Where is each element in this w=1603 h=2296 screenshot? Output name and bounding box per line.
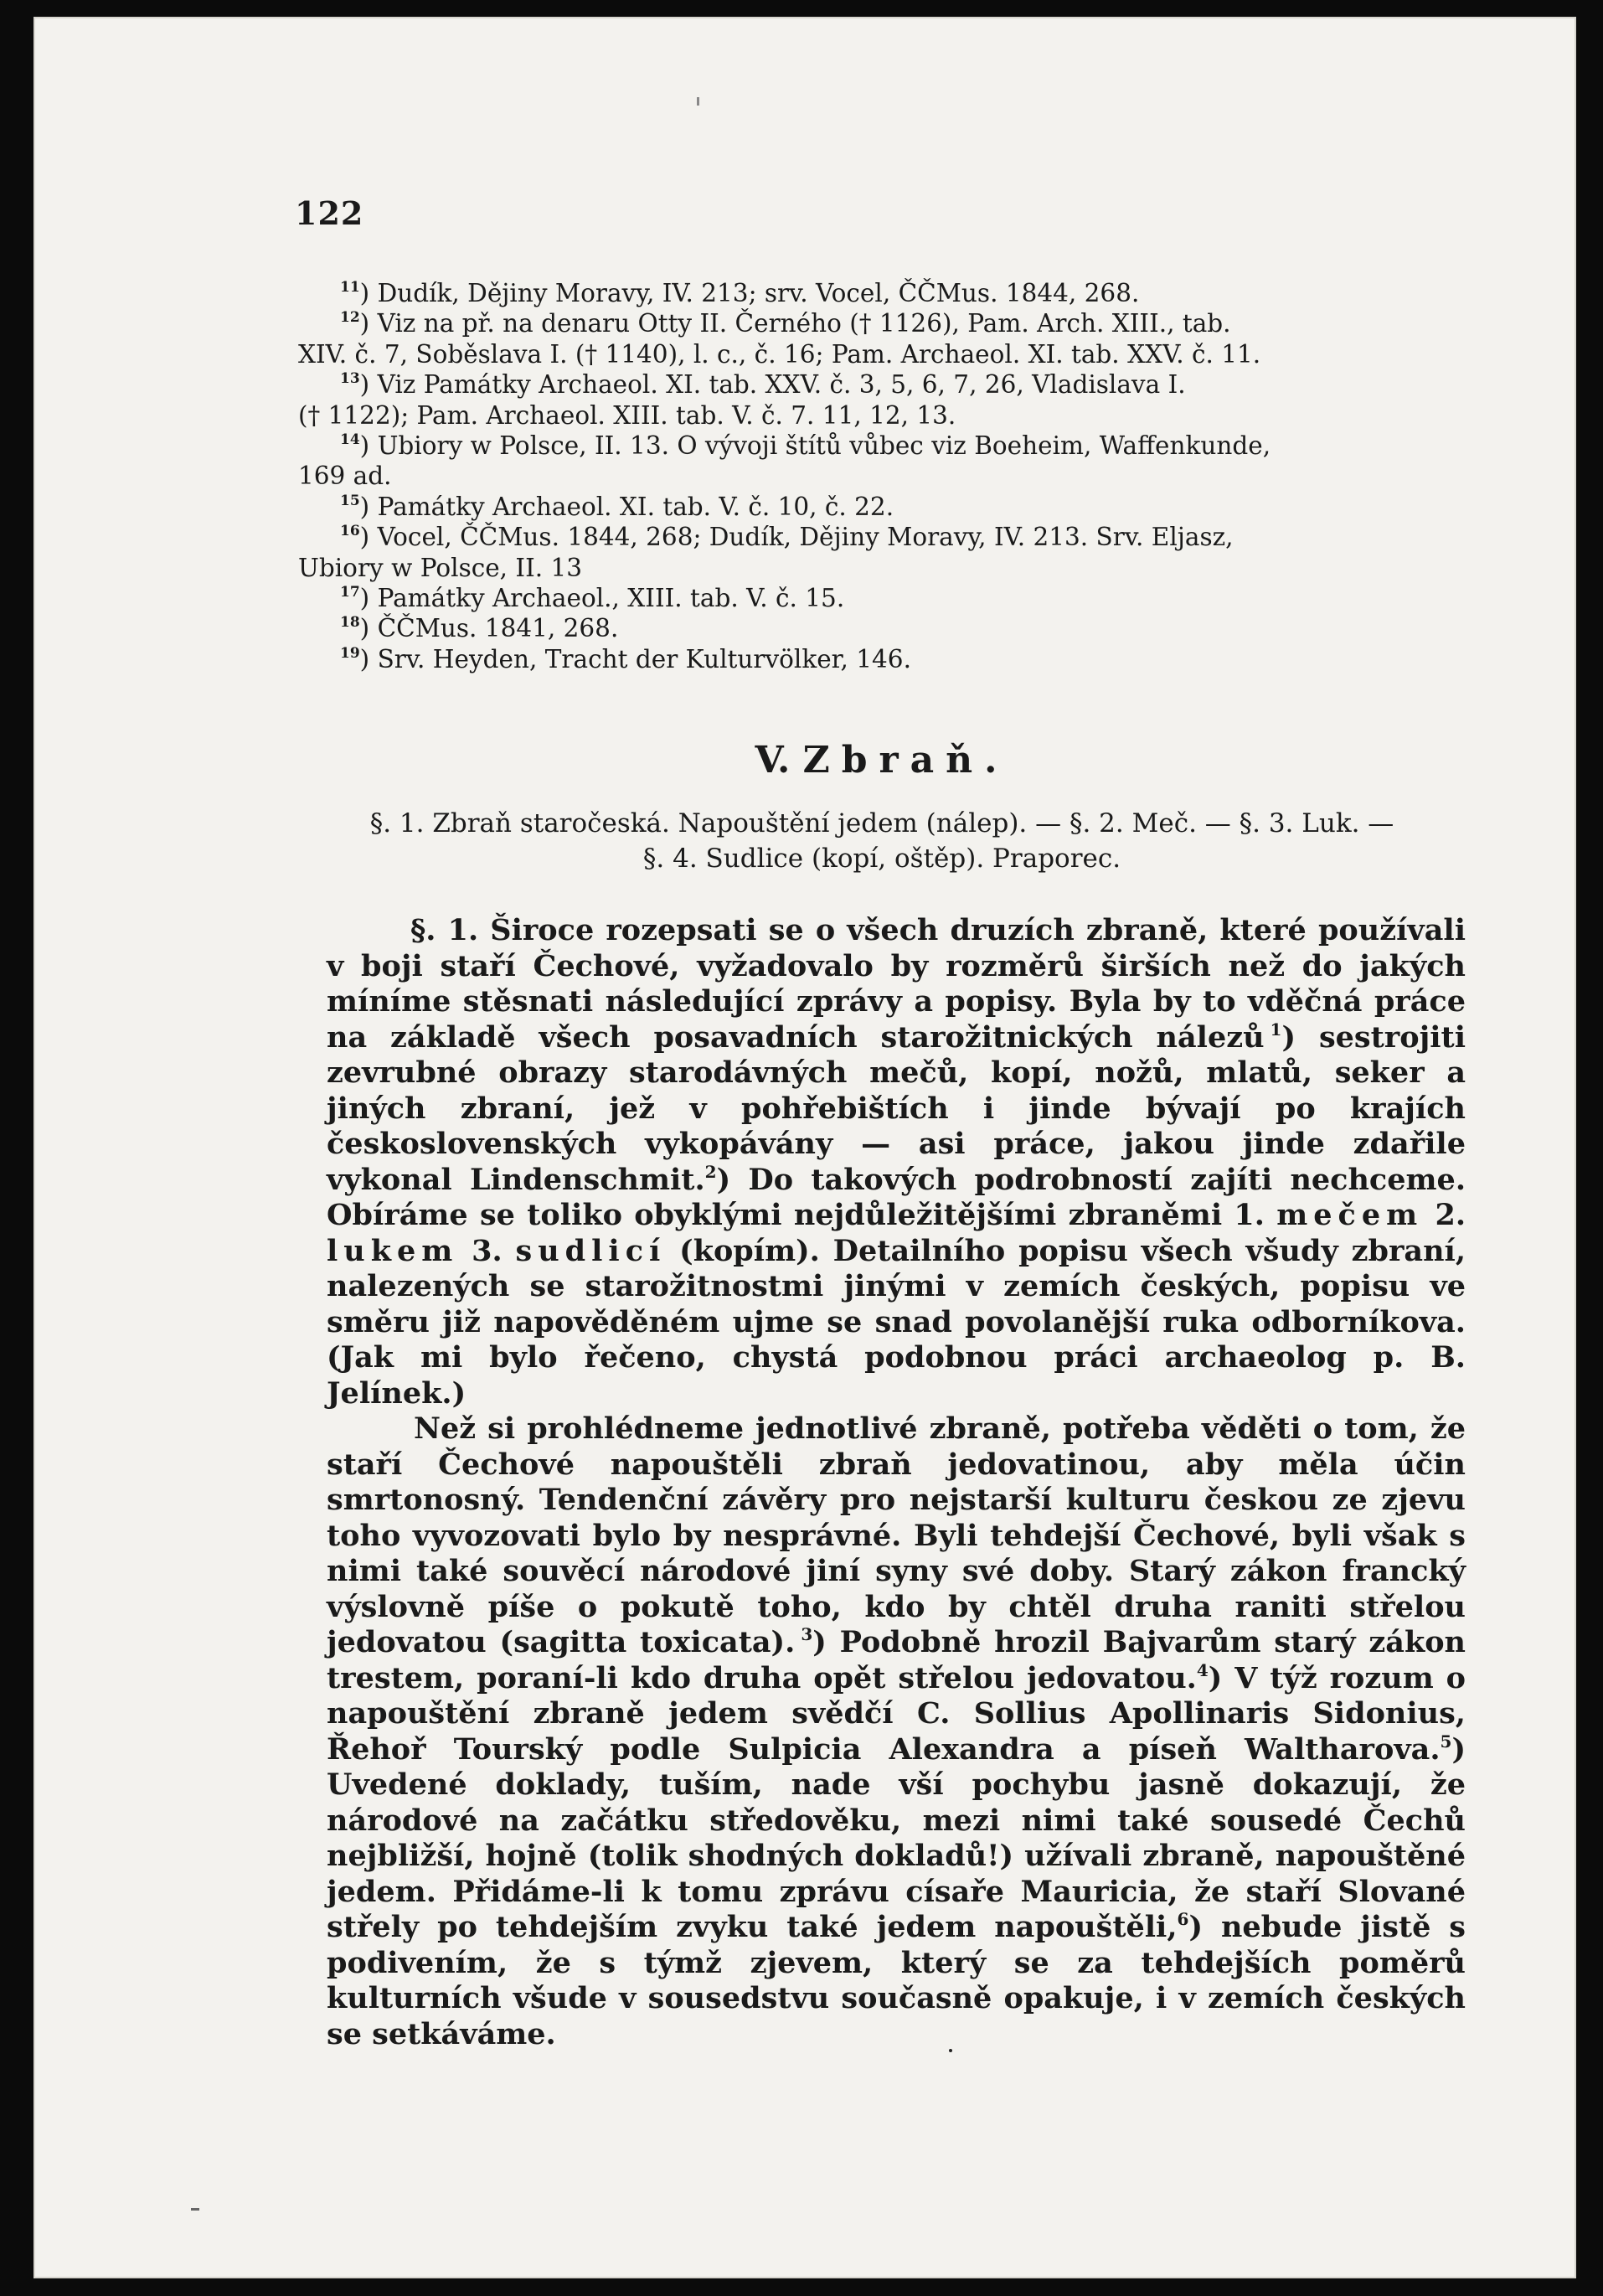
footnote: $^{13}$) Viz Památky Archaeol. XI. tab. XXV. č. 3, 5, 6, 7, 26, Vladislava I. († 1122); Pam. Archaeol. XIII. tab. V. č. 7. 11, 12, 13. (298, 370, 1186, 430)
scan-speck (191, 2208, 199, 2211)
paragraph: Než si prohlédneme jednotlivé zbraně, potřeba věděti o tom, že staří Čechové napouštěli zbraň jedovatinou, aby měla účin smrtonosný. Tendenční závěry pro nejstarší kulturu českou ze zjevu toho vyvozovati bylo by nesprávné. Byli tehdejší Čechové, byli však s nimi také souvěcí národové jiní syny své doby. Starý zákon francký výslovně píše o pokutě toho, kdo by chtěl druha raniti střelou jedovatou (sagitta toxicata). $^3$) Podobně hrozil Bajvarům starý zákon trestem, poraní-li kdo druha opět střelou jedovatou.$^4$) V týž rozum o napouštění zbraně jedem svědčí C. Sollius Apollinaris Sidonius, Řehoř Tourský podle Sulpicia Alexandra a píseň Waltharova.$^5$) Uvedené doklady, tuším, nade vší pochybu jasně dokazují, že národové na začátku středověku, mezi nimi také sousedé Čechů nejbližší, hojně (tolik shodných dokladů!) užívali zbraně, napouštěné jedem. Přidáme-li k tomu zprávu císaře Mauricia, že staří Slované střely po tehdejším zvyku také jedem napouštěli,$^6$) nebude jistě s podivením, že s týmž zjevem, který se za tehdejších poměrů kulturních všude v sousedstvu současně opakuje, i v zemích českých se setkáváme. (327, 1411, 1466, 2051)
footnote: $^{15}$) Památky Archaeol. XI. tab. V. č. 10, č. 22. (340, 492, 894, 521)
chapter-contents (298, 806, 1466, 876)
contents-line: §. 1. Zbraň staročeská. Napouštění jedem (nálep). — §. 2. Meč. — §. 3. Luk. — (369, 808, 1394, 838)
chapter-number: V. (755, 739, 791, 782)
chapter-title: Zbraň. (802, 739, 1009, 782)
footnote: $^{14}$) Ubiory w Polsce, II. 13. O vývoji štítů vůbec viz Boeheim, Waffenkunde, 169 ad. (298, 431, 1271, 491)
paragraph: §. 1. Široce rozepsati se o všech druzích zbraně, které používali v boji staří Čechové, vyžadovalo by rozměrů širších než do jakých míníme stěsnati následující zprávy a popisy. Byla by to vděčná práce na základě všech posavadních starožitnických nálezů $^1$) sestrojiti zevrubné obrazy starodávných mečů, kopí, nožů, mlatů, seker a jiných zbraní, jež v pohřebištích i jinde bývají po krajích československých vykopávány — asi práce, jakou jinde zdařile vykonal Lindenschmit.$^2$) Do takových podrobností zajíti nechceme. Obíráme se toliko obyklými nejdůležitějšími zbraněmi 1. mečem 2. lukem 3. sudlicí (kopím). Detailního popisu všech všudy zbraní, nalezených se starožitnostmi jinými v zemích českých, popisu ve směru již napověděném ujme se snad povolanější ruka odborníkova. (Jak mi bylo řečeno, chystá podobnou práci archaeolog p. B. Jelínek.) (327, 913, 1466, 1411)
chapter-heading (298, 739, 1466, 782)
body-text (327, 913, 1466, 2052)
footnotes (298, 278, 1466, 674)
footnote: $^{19}$) Srv. Heyden, Tracht der Kulturvölker, 146. (340, 644, 911, 673)
scan-speck (697, 97, 699, 106)
scan-speck (949, 2049, 952, 2052)
page-number: 122 (295, 194, 364, 232)
contents-line: §. 4. Sudlice (kopí, oštěp). Praporec. (642, 844, 1121, 874)
footnote: $^{12}$) Viz na př. na denaru Otty II. Černého († 1126), Pam. Arch. XIII., tab. XIV. č. 7, Soběslava I. († 1140), l. c., č. 16; Pam. Archaeol. XI. tab. XXV. č. 11. (298, 309, 1261, 369)
footnote: $^{16}$) Vocel, ČČMus. 1844, 268; Dudík, Dějiny Moravy, IV. 213. Srv. Eljasz, Ubiory w Polsce, II. 13 (298, 523, 1234, 582)
footnote: $^{11}$) Dudík, Dějiny Moravy, IV. 213; srv. Vocel, ČČMus. 1844, 268. (340, 279, 1140, 307)
footnote: $^{18}$) ČČMus. 1841, 268. (340, 614, 619, 643)
footnote: $^{17}$) Památky Archaeol., XIII. tab. V. č. 15. (340, 584, 845, 613)
book-page (34, 17, 1576, 2278)
